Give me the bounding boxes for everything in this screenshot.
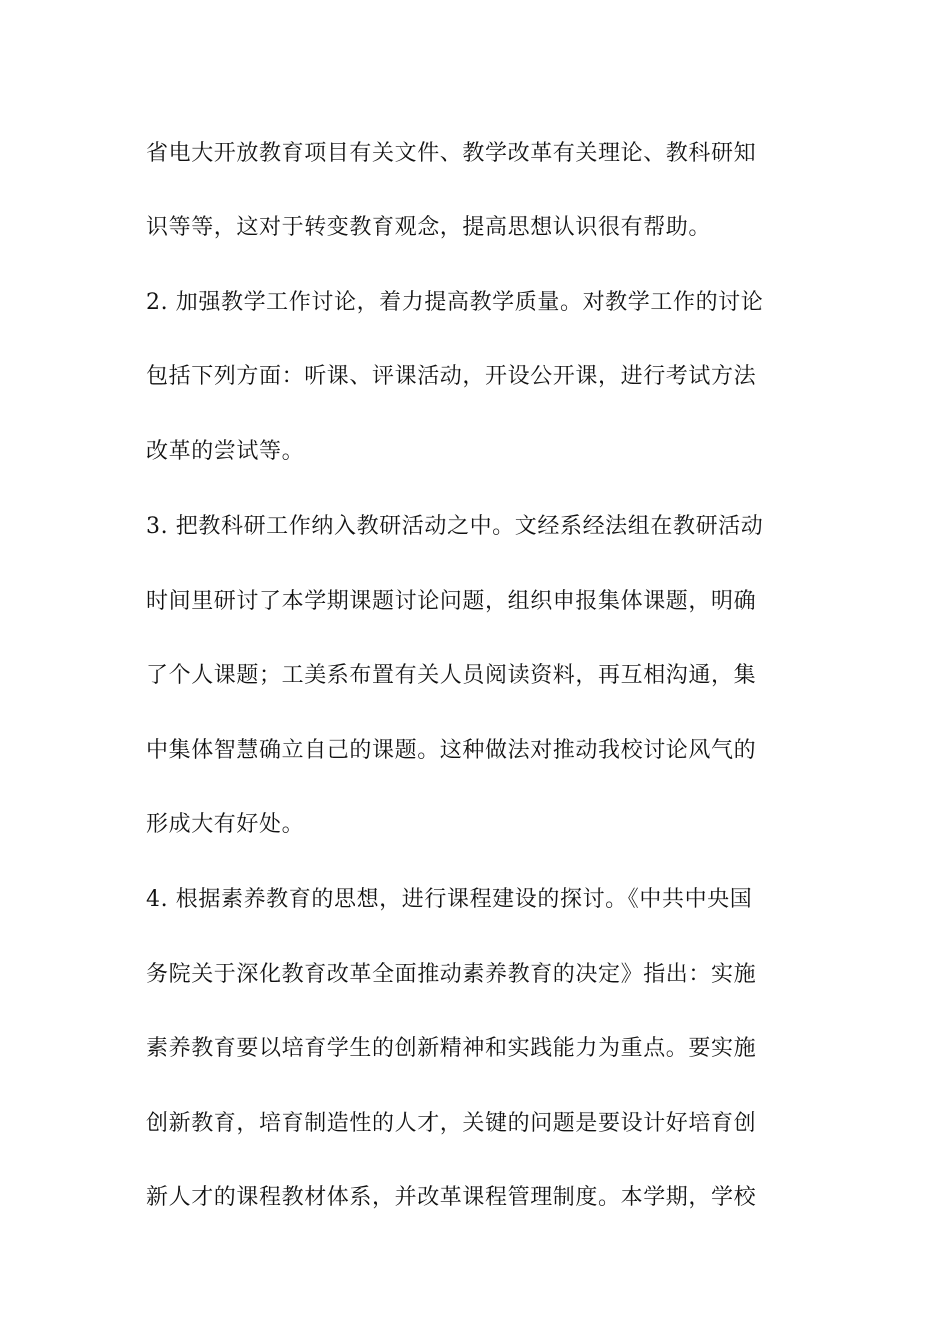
- text-line: 3. 把教科研工作纳入教研活动之中。文经系经法组在教研活动: [146, 514, 764, 539]
- text-line: 识等等，这对于转变教育观念，提高思想认识很有帮助。: [146, 215, 712, 240]
- text-line: 了个人课题；工美系布置有关人员阅读资料，再互相沟通，集: [146, 663, 757, 688]
- text-line: 改革的尝试等。: [146, 439, 305, 464]
- text-line: 新人才的课程教材体系，并改革课程管理制度。本学期，学校: [146, 1185, 757, 1210]
- text-line: 素养教育要以培育学生的创新精神和实践能力为重点。要实施: [146, 1036, 757, 1061]
- text-line: 创新教育，培育制造性的人才，关键的问题是要设计好培育创: [146, 1111, 757, 1136]
- text-line: 形成大有好处。: [146, 812, 305, 837]
- text-line: 省电大开放教育项目有关文件、教学改革有关理论、教科研知: [146, 141, 757, 166]
- text-line: 务院关于深化教育改革全面推动素养教育的决定》指出：实施: [146, 962, 757, 987]
- text-line: 包括下列方面：听课、评课活动，开设公开课，进行考试方法: [146, 364, 757, 389]
- text-line: 中集体智慧确立自己的课题。这种做法对推动我校讨论风气的: [146, 738, 757, 763]
- text-line: 时间里研讨了本学期课题讨论问题，组织申报集体课题，明确: [146, 589, 757, 614]
- text-line: 2. 加强教学工作讨论，着力提高教学质量。对教学工作的讨论: [146, 290, 764, 315]
- text-line: 4. 根据素养教育的思想，进行课程建设的探讨。《中共中央国: [146, 887, 753, 912]
